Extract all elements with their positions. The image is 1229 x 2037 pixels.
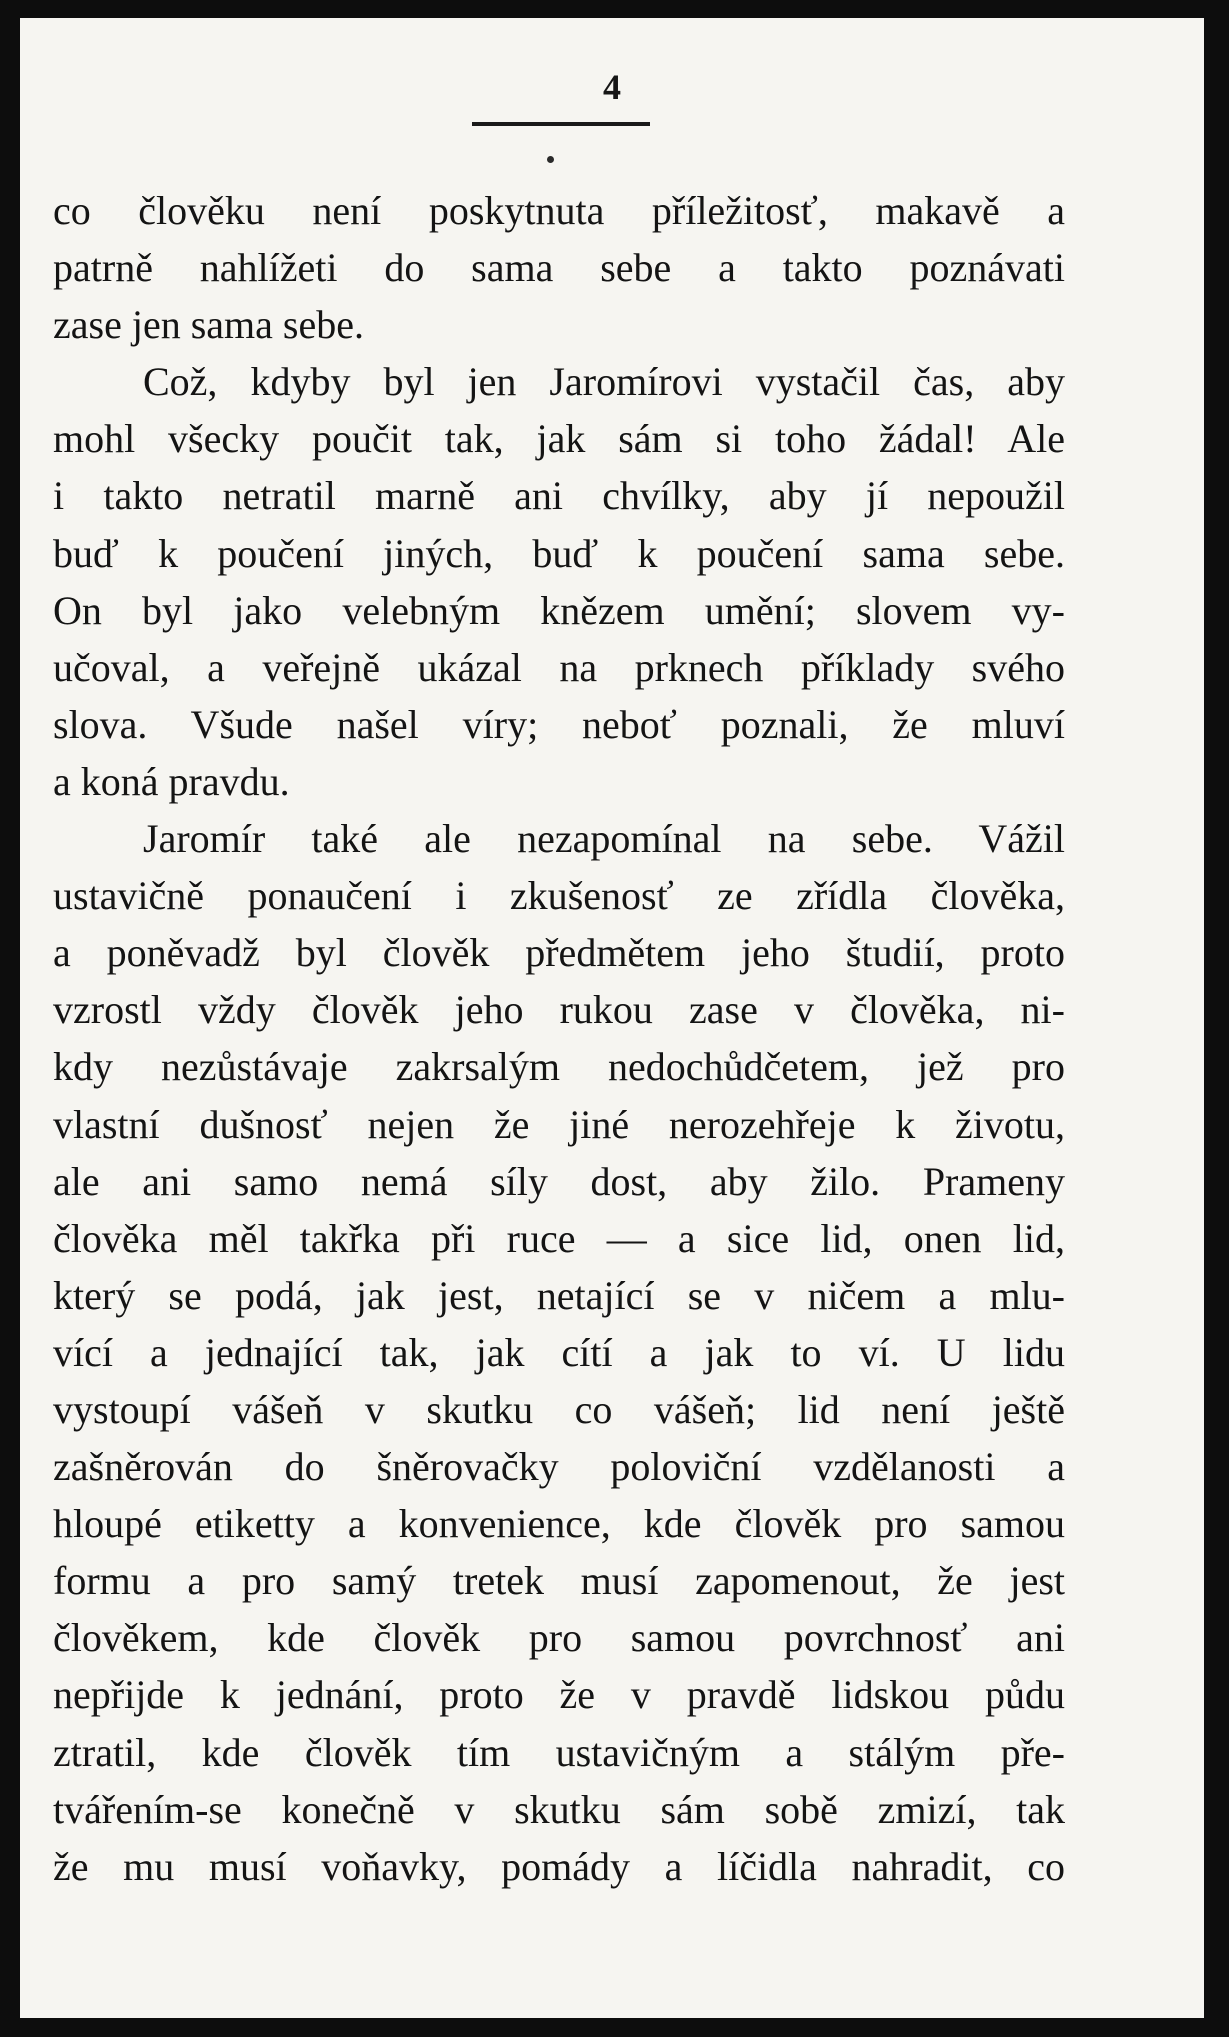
text-line: a koná pravdu. (53, 758, 290, 804)
ink-dot (547, 156, 554, 163)
header-rule (472, 122, 650, 126)
text-line: ale ani samo nemá síly dost, aby žilo. Prameny (53, 1158, 1065, 1204)
text-line: patrně nahlížeti do sama sebe a takto poznávati (53, 245, 1065, 291)
body-text (53, 182, 1065, 1895)
text-line: který se podá, jak jest, netající se v ničem a mlu- (53, 1272, 1065, 1318)
text-line: učoval, a veřejně ukázal na prknech příklady svého (53, 644, 1065, 690)
text-line: člověka měl takřka při ruce — a sice lid, onen lid, (53, 1215, 1065, 1261)
text-line: co člověku není poskytnuta příležitosť, makavě a (53, 188, 1065, 233)
text-line: vzrostl vždy člověk jeho rukou zase v člověka, ni- (53, 987, 1065, 1033)
text-line: člověkem, kde člověk pro samou povrchnosť ani (53, 1615, 1065, 1661)
text-line: buď k poučení jiných, buď k poučení sama sebe. (53, 530, 1065, 576)
text-line: že mu musí voňavky, pomády a líčidla nahradit, co (53, 1843, 1065, 1889)
text-line: a poněvadž byl člověk předmětem jeho študií, proto (53, 930, 1065, 976)
text-line: vystoupí vášeň v skutku co vášeň; lid není ještě (53, 1386, 1065, 1432)
text-line: mohl všecky poučit tak, jak sám si toho žádal! Ale (53, 416, 1065, 462)
text-line: zašněrován do šněrovačky poloviční vzdělanosti a (53, 1444, 1065, 1490)
text-line: hloupé etiketty a konvenience, kde člověk pro samou (53, 1501, 1065, 1547)
text-line: zase jen sama sebe. (53, 302, 364, 348)
text-line: tvářením-se konečně v skutku sám sobě zmizí, tak (53, 1786, 1065, 1832)
text-line: ztratil, kde člověk tím ustavičným a stálým pře- (53, 1729, 1065, 1775)
text-line: Což, kdyby byl jen Jaromírovi vystačil čas, aby (143, 359, 1065, 405)
text-line: slova. Všude našel víry; neboť poznali, že mluví (53, 701, 1065, 747)
text-line: vící a jednající tak, jak cítí a jak to ví. U lidu (53, 1329, 1065, 1375)
text-line: On byl jako velebným knězem umění; slovem vy- (53, 587, 1065, 633)
text-line: i takto netratil marně ani chvílky, aby jí nepoužil (53, 473, 1065, 519)
book-page (20, 18, 1204, 2018)
text-line: kdy nezůstávaje zakrsalým nedochůdčetem, jež pro (53, 1044, 1065, 1090)
text-line: vlastní dušnosť nejen že jiné nerozehřeje k životu, (53, 1101, 1065, 1147)
text-line: Jaromír také ale nezapomínal na sebe. Vážil (143, 816, 1065, 862)
text-line: formu a pro samý tretek musí zapomenout, že jest (53, 1558, 1065, 1604)
text-line: ustavičně ponaučení i zkušenosť ze zřídla člověka, (53, 873, 1065, 919)
page-number: 4 (603, 67, 621, 107)
text-line: nepřijde k jednání, proto že v pravdě lidskou půdu (53, 1672, 1065, 1718)
